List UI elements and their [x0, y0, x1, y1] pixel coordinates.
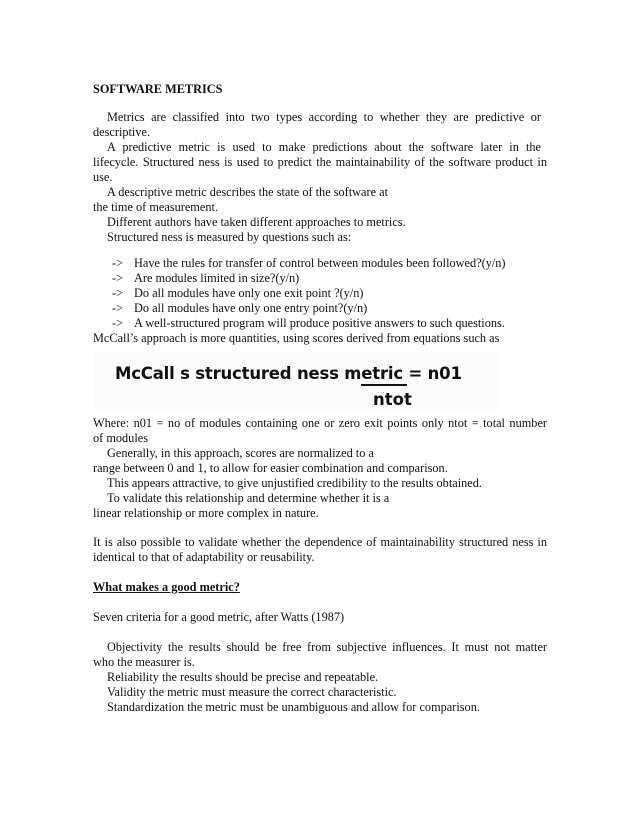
bullet-marker: ->: [112, 256, 124, 270]
mccall-intro: McCall’s approach is more quantities, using scores derived from equations such as: [93, 331, 500, 345]
list-item: Have the rules for transfer of control between modules been followed?(y/n): [134, 256, 506, 270]
possible-line-1: It is also possible to validate whether the dependence of maintainability structured ness in: [93, 535, 547, 549]
reliability-line: Reliability the results should be precise and repeatable.: [107, 670, 379, 684]
validity-line: Validity the metric must measure the correct characteristic.: [107, 685, 397, 699]
bullet-marker: ->: [112, 286, 124, 300]
bullet-marker: ->: [112, 316, 124, 330]
validate-line-1: To validate this relationship and determine whether it is a: [107, 491, 390, 505]
list-item: Do all modules have only one entry point?(y/n): [134, 301, 368, 315]
para-3-line-1: A descriptive metric describes the state of the software at: [107, 185, 389, 199]
bullet-marker: ->: [112, 271, 124, 285]
formula-denominator: ntot: [373, 390, 412, 409]
para-1-line-1: Metrics are classified into two types according to whether they are predictive or: [107, 110, 541, 124]
para-5: Structured ness is measured by questions such as:: [107, 230, 352, 244]
good-metric-heading: What makes a good metric?: [93, 580, 240, 594]
bullet-marker: ->: [112, 301, 124, 315]
formula-image: [93, 352, 497, 410]
where-line-1: Where: n01 = no of modules containing one or zero exit points only ntot = total number: [93, 416, 547, 430]
generally-line-1: Generally, in this approach, scores are normalized to a: [107, 446, 374, 460]
para-2-line-1: A predictive metric is used to make predictions about the software later in the: [107, 140, 541, 154]
where-line-2: of modules: [93, 431, 148, 445]
list-item: Are modules limited in size?(y/n): [134, 271, 300, 285]
list-item: A well-structured program will produce positive answers to such questions.: [134, 316, 505, 330]
para-2-line-2: lifecycle. Structured ness is used to predict the maintainability of the software product in: [93, 155, 547, 169]
possible-line-2: identical to that of adaptability or reusability.: [93, 550, 315, 564]
validate-line-2: linear relationship or more complex in nature.: [93, 506, 319, 520]
para-3-line-2: the time of measurement.: [93, 200, 218, 214]
para-4: Different authors have taken different approaches to metrics.: [107, 215, 406, 229]
fraction-bar: [361, 384, 407, 386]
para-2-line-3: use.: [93, 170, 113, 184]
generally-line-2: range between 0 and 1, to allow for easier combination and comparison.: [93, 461, 448, 475]
objectivity-line-1: Objectivity the results should be free from subjective influences. It must not matter: [107, 640, 547, 654]
seven-criteria-line: Seven criteria for a good metric, after Watts (1987): [93, 610, 345, 624]
para-1-line-2: descriptive.: [93, 125, 151, 139]
section-title: SOFTWARE METRICS: [93, 82, 223, 96]
standardization-line: Standardization the metric must be unambiguous and allow for comparison.: [107, 700, 480, 714]
list-item: Do all modules have only one exit point ?(y/n): [134, 286, 364, 300]
formula-numerator: McCall s structured ness metric = n01: [115, 364, 462, 383]
objectivity-line-2: who the measurer is.: [93, 655, 195, 669]
attractive-line: This appears attractive, to give unjustified credibility to the results obtained.: [107, 476, 482, 490]
